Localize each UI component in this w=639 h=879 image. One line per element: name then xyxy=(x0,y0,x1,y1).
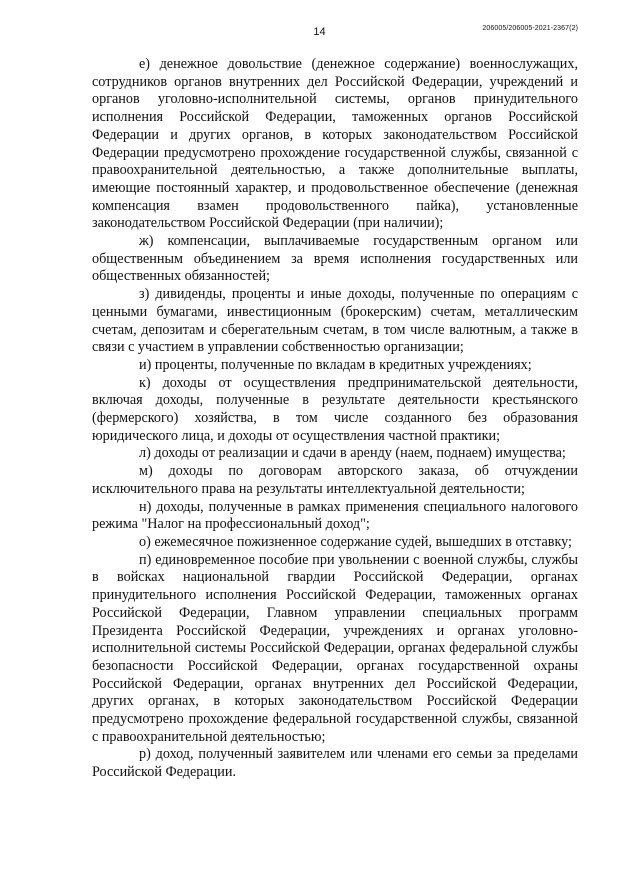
paragraph-o: о) ежемесячное пожизненное содержание судей, вышедших в отставку; xyxy=(139,533,572,550)
paragraph-i: и) проценты, полученные по вкладам в кредитных учреждениях; xyxy=(139,356,532,373)
document-body xyxy=(92,56,578,782)
paragraph-l: л) доходы от реализации и сдачи в аренду (наем, поднаем) имущества; xyxy=(139,445,566,462)
paragraph-z: з) дивиденды, проценты и иные доходы, полученные по операциям с ценными бумагами, инвестиционным (брокерским) счетам, металлическим счетам, депозитам и сберегательным счетам, в том числе валютным, а также в связи с участием в управлении собственностью организации; xyxy=(92,286,578,356)
document-id: 206005/206005-2021-2367(2) xyxy=(482,25,578,32)
paragraph-m: м) доходы по договорам авторского заказа, об отчуждении исключительного права на результаты интеллектуальной деятельности; xyxy=(92,463,578,497)
paragraph-zh: ж) компенсации, выплачиваемые государственным органом или общественным объединением за время исполнения государственных или общественных обязанностей; xyxy=(92,233,578,285)
page-number: 14 xyxy=(313,26,326,38)
paragraph-r: р) доход, полученный заявителем или членами его семьи за пределами Российской Федерации. xyxy=(92,746,578,781)
paragraph-n: н) доходы, полученные в рамках применения специального налогового режима "Налог на профессиональный доход"; xyxy=(92,498,578,533)
paragraph-k: к) доходы от осуществления предпринимательской деятельности, включая доходы, полученные в результате деятельности крестьянского (фермерского) хозяйства, в том числе созданного без образования юридического лица, и доходы от осуществления частной практики; xyxy=(92,374,578,444)
paragraph-e: е) денежное довольствие (денежное содержание) военнослужащих, сотрудников органов внутренних дел Российской Федерации, учреждений и органов уголовно-исполнительной системы, органов принудительного исполнения Российской Федерации, таможенных органов Российской Федерации и других органов, в которых законодательством Российской Федерации предусмотрено прохождение государственной службы, связанной с правоохранительной деятельностью, а также дополнительные выплаты, имеющие постоянный характер, и продовольственное обеспечение (денежная компенсация взамен продовольственного пайка), установленные законодательством Российской Федерации (при наличии); xyxy=(92,56,578,232)
paragraph-p: п) единовременное пособие при увольнении с военной службы, службы в войсках национальной гвардии Российской Федерации, органах принудительного исполнения Российской Федерации, таможенных органах Российской Федерации, Главном управлении специальных программ Президента Российской Федерации, учреждениях и органах уголовно-исполнительной системы Российской Федерации, органах федеральной службы безопасности Российской Федерации, органах государственной охраны Российской Федерации, органах внутренних дел Российской Федерации, других органах, в которых законодательством Российской Федерации предусмотрено прохождение федеральной государственной службы, связанной с правоохранительной деятельностью; xyxy=(92,551,578,745)
